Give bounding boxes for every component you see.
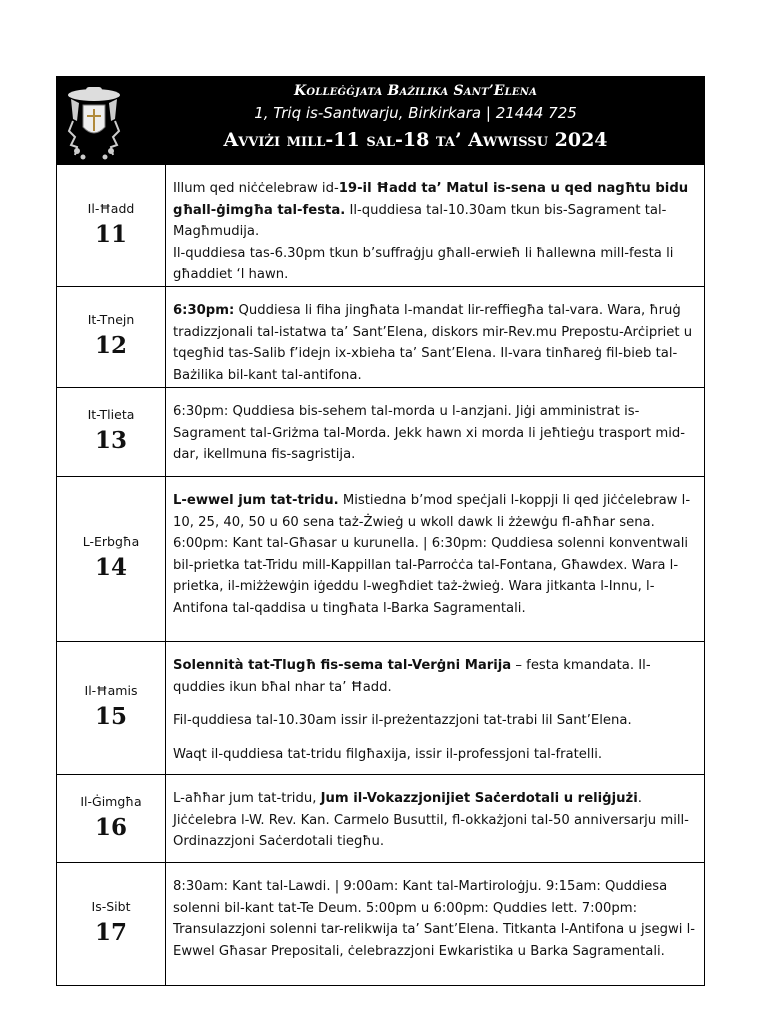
- day-notice: [166, 642, 705, 775]
- notice-text: Il-quddiesa tal-10.30am tkun bis-Sagrament tal-Magħmudija.: [173, 202, 667, 239]
- table-row: [57, 477, 704, 642]
- day-cell: [57, 775, 166, 863]
- day-notice: [166, 477, 705, 642]
- notice-text: L-aħħar jum tat-tridu,: [173, 791, 321, 806]
- day-number: 17: [94, 918, 127, 946]
- ecclesiastical-crest-icon: [65, 81, 123, 161]
- day-notice: [166, 287, 705, 388]
- notice-text: . Jiċċelebra l-W. Rev. Kan. Carmelo Busuttil, fl-okkażjoni tal-50 anniversarju mill-Ordinazzjoni Saċerdotali tiegħu.: [173, 791, 689, 849]
- day-notice: [166, 165, 705, 287]
- day-cell: [57, 165, 166, 287]
- day-name: It-Tnejn: [87, 312, 135, 327]
- day-cell: [57, 477, 166, 642]
- day-name: L-Erbgħa: [82, 534, 140, 549]
- day-cell: [57, 388, 166, 477]
- day-number: 11: [94, 220, 127, 248]
- basilica-name: Kolleġġjata Bażilika Sant’Elena: [293, 83, 538, 99]
- notice-text-bold: Jum il-Vokazzjonijiet Saċerdotali u reliġjużi: [320, 791, 638, 806]
- table-row: [57, 287, 704, 388]
- day-cell: [57, 642, 166, 775]
- table-row: [57, 642, 704, 775]
- day-number: 16: [94, 813, 127, 841]
- header-banner: [57, 77, 704, 164]
- notice-text: Quddiesa li fiha jingħata l-mandat lir-reffiegħa tal-vara. Wara, ħruġ tradizzjonali tal-istatwa ta’ Sant’Elena, diskors mir-Rev.mu Prepostu-Arċipriet u tqegħid tas-Salib f’idejn ix-xbieha ta’ Sant’Elena. Il-vara tinħareġ fil-bieb tal-Bażilika bil-kant tal-antifona.: [173, 303, 693, 383]
- notice-text: 8:30am: Kant tal-Lawdi. | 9:00am: Kant tal-Martiroloġju. 9:15am: Quddiesa solenni bil-kant tat-Te Deum. 5:00pm u 6:00pm: Quddies lett. 7:00pm: Transulazzjoni solenni tar-relikwija ta’ Sant’Elena. Titkanta l-Antifona u jsegwi l-Ewwel Għasar Prepositali, ċelebrazzjoni Ewkaristika u Barka Sagramentali.: [173, 879, 696, 959]
- table-row: [57, 165, 704, 287]
- day-name: It-Tlieta: [87, 407, 135, 422]
- notice-text: Fil-quddiesa tal-10.30am issir il-preżentazzjoni tat-trabi lil Sant’Elena.: [173, 713, 632, 728]
- notice-text: Waqt il-quddiesa tat-tridu filgħaxija, issir il-professjoni tal-fratelli.: [173, 746, 603, 762]
- notice-text: Mistiedna b’mod speċjali l-koppji li qed jiċċelebraw l-10, 25, 40, 50 u 60 sena taż-Żwieġ u wkoll dawk li żżewġu fl-aħħar sena. 6:00pm: Kant tal-Għasar u kurunella. | 6:30pm: Quddiesa solenni konventwali bil-prietka tat-Tridu mill-Kappillan tal-Parroċċa tal-Fontana, Għawdex. Wara l-prietka, il-miżżewġin iġeddu l-wegħdiet taż-żwieġ. Wara jitkanta l-Innu, l-Antifona tal-qaddisa u tingħata l-Barka Sagramentali.: [173, 493, 691, 616]
- day-number: 13: [94, 427, 127, 454]
- notice-sheet: [56, 76, 705, 986]
- table-row: [57, 775, 704, 863]
- day-name: Il-Ħadd: [87, 200, 135, 216]
- schedule-table: [57, 164, 704, 985]
- day-name: Il-Ġimgħa: [80, 793, 142, 809]
- notice-text-bold: 19-il Ħadd ta’ Matul is-sena u qed nagħtu bidu għall-ġimgħa tal-festa.: [173, 181, 689, 218]
- day-number: 15: [94, 703, 127, 730]
- day-notice: [166, 775, 705, 863]
- notice-text-bold: L-ewwel jum tat-tridu.: [173, 493, 339, 508]
- notice-text: – festa kmandata. Il-quddies ikun bħal nhar ta’ Ħadd.: [173, 658, 651, 695]
- notice-text-bold: 6:30pm:: [173, 303, 235, 318]
- table-row: [57, 863, 704, 985]
- day-number: 14: [94, 554, 127, 581]
- day-notice: [166, 863, 705, 985]
- day-cell: [57, 287, 166, 388]
- table-row: [57, 388, 704, 477]
- day-name: Il-Ħamis: [84, 683, 138, 698]
- notice-text: Il-quddiesa tas-6.30pm tkun b’suffraġju għall-erwieħ li ħallewna mill-festa li għaddiet ‘l hawn.: [173, 245, 674, 282]
- notice-text: 6:30pm: Quddiesa bis-sehem tal-morda u l-anzjani. Jiġi amministrat is-Sagrament tal-Griżma tal-Morda. Jekk hawn xi morda li jeħtieġu trasport mid-dar, ikellmuna fis-sagristija.: [173, 404, 686, 462]
- notice-text-bold: Solennità tat-Tlugħ fis-sema tal-Verġni Marija: [173, 658, 512, 673]
- notice-title: Avviżi mill-11 sal-18 ta’ Awwissu 2024: [223, 129, 608, 151]
- day-name: Is-Sibt: [91, 898, 131, 914]
- notice-text: Illum qed niċċelebraw id-: [173, 181, 339, 196]
- basilica-address: 1, Triq is-Santwarju, Birkirkara | 21444 725: [254, 104, 577, 122]
- day-number: 12: [94, 332, 127, 359]
- day-cell: [57, 863, 166, 985]
- day-notice: [166, 388, 705, 477]
